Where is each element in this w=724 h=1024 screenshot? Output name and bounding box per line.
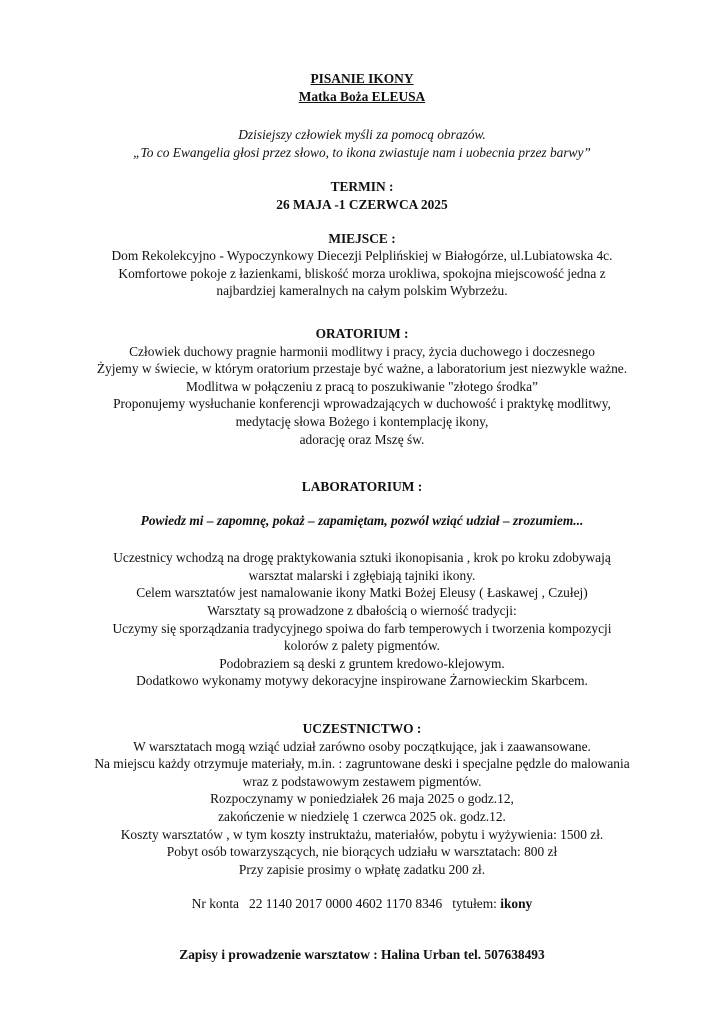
uczestnictwo-line: Pobyt osób towarzyszących, nie biorących udziału w warsztatach: 800 zł: [166, 844, 558, 860]
termin-heading: TERMIN :: [330, 179, 394, 195]
uczestnictwo-line: Rozpoczynamy w poniedziałek 26 maja 2025 o godz.12,: [210, 791, 514, 807]
quote-line: Dzisiejszy człowiek myśli za pomocą obrazów.: [238, 127, 486, 143]
document-title: PISANIE IKONY: [310, 71, 414, 86]
oratorium-line: Proponujemy wysłuchanie konferencji wprowadzających w duchowość i praktykę modlitwy,: [113, 396, 611, 412]
laboratorium-heading: LABORATORIUM :: [301, 479, 423, 495]
registration-contact-text: Zapisy i prowadzenie warsztatow : Halina Urban tel. 507638493: [179, 946, 545, 962]
uczestnictwo-line: wraz z podstawowym zestawem pigmentów.: [242, 773, 482, 789]
quote-line: „To co Ewangelia głosi przez słowo, to ikona zwiastuje nam i uobecnia przez barwy”: [133, 144, 591, 160]
uczestnictwo-line: Na miejscu każdy otrzymuje materiały, m.in. : zagruntowane deski i specjalne pędzle do malowania: [94, 756, 630, 772]
quote-block: [0, 126, 724, 161]
laboratorium-line: kolorów z palety pigmentów.: [283, 638, 441, 654]
uczestnictwo-heading: UCZESTNICTWO :: [302, 721, 422, 737]
laboratorium-line: Podobraziem są deski z gruntem kredowo-klejowym.: [219, 655, 505, 671]
uczestnictwo-line: W warsztatach mogą wziąć udział zarówno osoby początkujące, jak i zaawansowane.: [133, 738, 591, 754]
bank-account-line: [0, 895, 724, 913]
registration-contact: [0, 946, 724, 964]
oratorium-line: Żyjemy w świecie, w którym oratorium przestaje być ważne, a laboratorium jest niezwykle ważne.: [96, 361, 628, 377]
laboratorium-line: Uczymy się sporządzania tradycyjnego spoiwa do farb temperowych i tworzenia kompozycji: [112, 620, 612, 636]
oratorium-line: medytację słowa Bożego i kontemplację ikony,: [235, 413, 489, 429]
document-subtitle: Matka Boża ELEUSA: [298, 88, 426, 104]
uczestnictwo-section: [0, 720, 724, 878]
bank-account-number: Nr konta 22 1140 2017 0000 4602 1170 8346 tytułem:: [191, 896, 501, 912]
miejsce-section: [0, 230, 724, 300]
oratorium-heading: ORATORIUM :: [315, 325, 409, 341]
laboratorium-section: [0, 478, 724, 690]
uczestnictwo-line: Koszty warsztatów , w tym koszty instruktażu, materiałów, pobytu i wyżywienia: 1500 zł.: [120, 826, 604, 842]
oratorium-line: Człowiek duchowy pragnie harmonii modlitwy i pracy, życia duchowego i doczesnego: [129, 343, 595, 359]
laboratorium-line: Uczestnicy wchodzą na drogę praktykowania sztuki ikonopisania , krok po kroku zdobywają: [113, 550, 611, 566]
oratorium-line: Modlitwa w połączeniu z pracą to poszukiwanie "złotego środka”: [185, 378, 538, 394]
laboratorium-line: Celem warsztatów jest namalowanie ikony Matki Bożej Eleusy ( Łaskawej , Czułej): [136, 585, 588, 601]
laboratorium-line: warsztat malarski i zgłębiają tajniki ikony.: [248, 567, 476, 583]
uczestnictwo-line: Przy zapisie prosimy o wpłatę zadatku 200 zł.: [238, 861, 486, 877]
uczestnictwo-line: zakończenie w niedzielę 1 czerwca 2025 ok. godz.12.: [218, 809, 506, 824]
miejsce-line: najbardziej kameralnych na całym polskim Wybrzeżu.: [216, 283, 508, 299]
transfer-title: ikony: [500, 896, 533, 912]
laboratorium-line: Dodatkowo wykonamy motywy dekoracyjne inspirowane Żarnowieckim Skarbcem.: [136, 673, 588, 689]
termin-dates: 26 MAJA -1 CZERWCA 2025: [276, 196, 448, 212]
miejsce-heading: MIEJSCE :: [328, 230, 396, 246]
oratorium-line: adorację oraz Mszę św.: [299, 431, 425, 447]
laboratorium-motto: Powiedz mi – zapomnę, pokaż – zapamiętam, pozwól wziąć udział – zrozumiem...: [140, 512, 584, 528]
laboratorium-line: Warsztaty są prowadzone z dbałością o wierność tradycji:: [207, 603, 517, 619]
miejsce-line: Dom Rekolekcyjno - Wypoczynkowy Diecezji Pelplińskiej w Białogórze, ul.Lubiatowska 4c.: [111, 248, 613, 264]
miejsce-line: Komfortowe pokoje z łazienkami, bliskość morza urokliwa, spokojna miejscowość jedna z: [118, 265, 606, 281]
title-block: [0, 70, 724, 105]
termin-section: [0, 178, 724, 213]
oratorium-section: [0, 325, 724, 448]
